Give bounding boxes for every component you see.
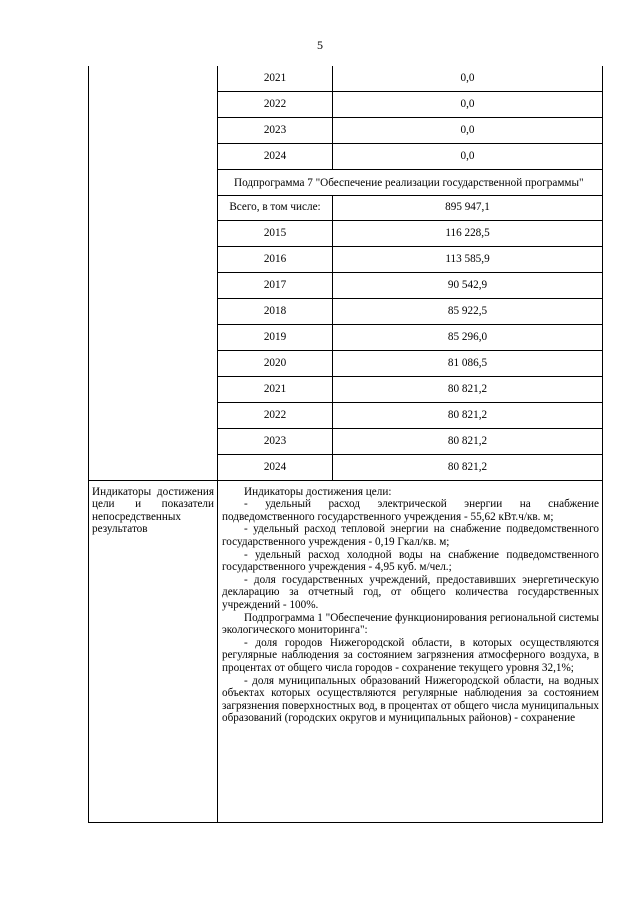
year-cell: 2017 <box>218 272 333 298</box>
year-cell: 2022 <box>218 92 333 118</box>
indicator-paragraph: - удельный расход холодной воды на снабжение подведомственного государственного учреждения - 4,95 куб. м/чел.; <box>222 548 599 574</box>
year-cell: 2022 <box>218 402 333 428</box>
value-cell: 0,0 <box>333 118 603 144</box>
value-cell: 90 542,9 <box>333 272 603 298</box>
value-cell: 85 922,5 <box>333 298 603 324</box>
year-cell: 2021 <box>218 376 333 402</box>
value-cell: 80 821,2 <box>333 376 603 402</box>
indicator-paragraph: - удельный расход электрической энергии на снабжение подведомственного государственного учреждения - 55,62 кВт.ч/кв. м; <box>222 498 599 523</box>
indicator-paragraph: - доля городов Нижегородской области, в которых осуществляются регулярные наблюдения за состоянием загрязнения атмосферного воздуха, в процентах от общего числа городов - сохранение текущего уровня 32,1%; <box>222 636 599 674</box>
year-cell: 2021 <box>218 66 333 92</box>
total-value: 895 947,1 <box>333 195 603 220</box>
year-cell: 2023 <box>218 428 333 454</box>
value-cell: 80 821,2 <box>333 402 603 428</box>
year-cell: 2015 <box>218 220 333 246</box>
year-cell: 2024 <box>218 144 333 170</box>
year-cell: 2023 <box>218 118 333 144</box>
year-cell: 2024 <box>218 454 333 480</box>
subprogram-1-title: Подпрограмма 1 "Обеспечение функционирования региональной системы экологического мониторинга": <box>222 611 599 637</box>
year-cell: 2018 <box>218 298 333 324</box>
passport-table <box>88 66 603 823</box>
subprogram-7-title: Подпрограмма 7 "Обеспечение реализации государственной программы" <box>218 170 603 196</box>
indicator-paragraph: - доля муниципальных образований Нижегородской области, на водных объектах которых осуществляются регулярные наблюдения за состоянием загрязнения поверхностных вод, в процентах от общего числа муниципальных образований (городских округов и муниципальных районов) - сохранение <box>222 674 599 725</box>
value-cell: 85 296,0 <box>333 324 603 350</box>
value-cell: 0,0 <box>333 92 603 118</box>
value-cell: 80 821,2 <box>333 428 603 454</box>
indicators-heading: Индикаторы достижения цели: <box>244 485 392 498</box>
page-number: 5 <box>317 38 323 52</box>
indicators-text <box>218 480 603 822</box>
value-cell: 116 228,5 <box>333 220 603 246</box>
indicator-paragraph: - доля государственных учреждений, предоставивших энергетическую декларацию за отчетный год, от общего количества государственных учреждений - 100%. <box>222 573 599 611</box>
indicators-label: Индикаторы достижения цели и показатели непосредственных результатов <box>89 480 218 822</box>
year-cell: 2020 <box>218 350 333 376</box>
value-cell: 80 821,2 <box>333 454 603 480</box>
value-cell: 81 086,5 <box>333 350 603 376</box>
year-cell: 2019 <box>218 324 333 350</box>
table-row <box>89 480 603 822</box>
value-cell: 0,0 <box>333 66 603 92</box>
value-cell: 0,0 <box>333 144 603 170</box>
table-row <box>89 66 603 92</box>
year-cell: 2016 <box>218 246 333 272</box>
value-cell: 113 585,9 <box>333 246 603 272</box>
total-label: Всего, в том числе: <box>218 195 333 220</box>
label-cell-empty <box>89 66 218 480</box>
indicator-paragraph: - удельный расход тепловой энергии на снабжение подведомственного государственного учреждения - 0,19 Гкал/кв. м; <box>222 523 599 548</box>
